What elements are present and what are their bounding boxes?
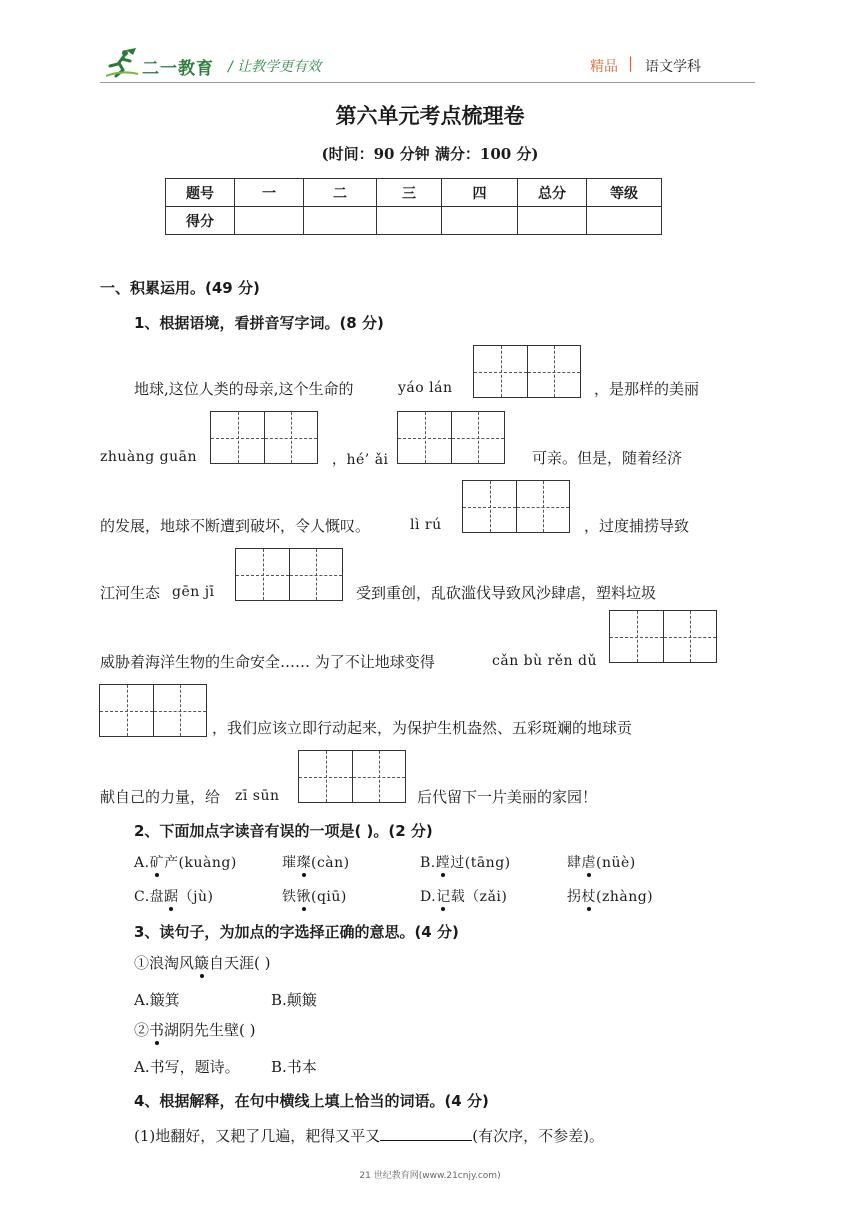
sentence-text: ①浪淘风: [134, 954, 195, 972]
score-input-cell[interactable]: [518, 207, 587, 235]
dotted-char: 锹: [296, 889, 311, 905]
dotted-char: 虐: [581, 855, 596, 871]
passage-text: 威胁着海洋生物的生命安全…… 为了不让地球变得: [100, 653, 435, 671]
option-text: 肆: [567, 855, 582, 871]
passage-text: ，过度捕捞导致: [584, 517, 690, 535]
option-c1[interactable]: [134, 886, 214, 906]
passage-text: 地球,这位人类的母亲,这个生命的: [134, 380, 354, 398]
dotted-char: 蹚: [435, 855, 451, 871]
table-cell: 四: [442, 179, 518, 207]
table-cell: 得分: [166, 207, 235, 235]
dotted-char: 书: [149, 1021, 165, 1039]
option-text: (nüè): [596, 855, 636, 871]
score-input-cell[interactable]: [304, 207, 377, 235]
option-text: 铁: [282, 889, 297, 905]
slogan: / 让教学更有效: [228, 59, 322, 75]
sentence-text: ②: [134, 1021, 150, 1039]
table-cell: 等级: [587, 179, 662, 207]
pinyin-label: zhuàng guān: [100, 449, 198, 465]
sentence-text: (有次序，不参差)。: [472, 1127, 604, 1145]
option-b[interactable]: B.颠簸: [271, 991, 317, 1009]
pinyin-label: gēn jī: [172, 584, 215, 600]
writing-grid[interactable]: [210, 411, 318, 464]
logo-text: 二一教育: [142, 59, 214, 79]
question-3-sentence-1: [134, 952, 271, 973]
writing-grid[interactable]: [609, 610, 717, 663]
option-a[interactable]: A.书写，题诗。: [134, 1058, 240, 1076]
option-b2: [567, 852, 636, 872]
question-2-heading: 2、下面加点字读音有误的一项是( )。(2 分): [134, 822, 433, 840]
option-text: 璀: [282, 855, 297, 871]
option-a[interactable]: A.簸箕: [134, 991, 180, 1009]
dotted-char: 记: [436, 889, 451, 905]
option-text: 拐: [567, 889, 582, 905]
page-subtitle: (时间：90 分钟 满分：100 分): [321, 145, 539, 163]
sentence-text: (1)地翻好，又耙了几遍，耙得又平又: [134, 1127, 381, 1145]
passage-text: 可亲。但是，随着经济: [532, 449, 683, 467]
option-d1[interactable]: [420, 886, 507, 906]
option-text: 过(tāng): [450, 855, 511, 871]
option-text: （jù): [178, 889, 214, 905]
score-input-cell[interactable]: [235, 207, 304, 235]
table-cell: 三: [377, 179, 442, 207]
runner-logo-icon: [106, 46, 140, 78]
pinyin-label: cǎn bù rěn dǔ: [492, 653, 598, 669]
page-title: 第六单元考点梳理卷: [335, 104, 525, 128]
pinyin-label: lì rú: [410, 517, 442, 533]
score-input-cell[interactable]: [587, 207, 662, 235]
pinyin-label: ，hé’ ǎi: [332, 452, 389, 468]
writing-grid[interactable]: [397, 411, 505, 464]
option-d2: [567, 886, 653, 906]
dotted-char: 璨: [296, 855, 311, 871]
table-cell: 二: [304, 179, 377, 207]
option-a2: [282, 852, 350, 872]
writing-grid[interactable]: [462, 480, 570, 533]
dotted-char: 杖: [581, 889, 596, 905]
question-3-heading: 3、读句子，为加点的字选择正确的意思。(4 分): [134, 923, 459, 941]
tag-separator: |: [628, 54, 634, 72]
writing-grid[interactable]: [99, 684, 207, 737]
option-b1[interactable]: [420, 852, 511, 872]
dotted-char: 簸: [194, 954, 210, 972]
option-text: A.: [134, 855, 150, 871]
score-table-header-row: [166, 179, 662, 207]
option-c2: [282, 886, 347, 906]
passage-text: 的发展，地球不断遭到破坏，令人慨叹。: [100, 517, 371, 535]
question-3-sentence-2: [134, 1019, 256, 1040]
table-cell: 总分: [518, 179, 587, 207]
option-text: D.: [420, 889, 437, 905]
writing-grid[interactable]: [473, 345, 581, 398]
score-input-cell[interactable]: [442, 207, 518, 235]
writing-grid[interactable]: [235, 548, 343, 601]
sentence-text: 湖阴先生壁( ): [164, 1021, 256, 1039]
passage-text: 献自己的力量，给: [100, 788, 221, 806]
dotted-char: 踞: [164, 889, 179, 905]
pinyin-label: zī sūn: [235, 788, 280, 804]
passage-text: 江河生态: [100, 584, 161, 602]
sentence-text: 自天涯( ): [209, 954, 271, 972]
option-text: (zhàng): [596, 889, 654, 905]
section-heading: 一、积累运用。(49 分): [100, 279, 260, 297]
question-1-heading: 1、根据语境，看拼音写字词。(8 分): [134, 314, 384, 332]
table-cell: 题号: [166, 179, 235, 207]
option-text: C.盘: [134, 889, 165, 905]
score-input-cell[interactable]: [377, 207, 442, 235]
option-text: 产(kuàng): [164, 855, 237, 871]
option-text: B.: [420, 855, 436, 871]
passage-text: 受到重创，乱砍滥伐导致风沙肆虐，塑料垃圾: [356, 584, 657, 602]
dotted-char: 矿: [149, 855, 165, 871]
option-text: (càn): [311, 855, 350, 871]
answer-blank[interactable]: [380, 1126, 472, 1141]
passage-text: ，我们应该立即行动起来，为保护生机盎然、五彩斑斓的地球贡: [212, 719, 633, 737]
table-cell: 一: [235, 179, 304, 207]
subject-tag: 语文学科: [645, 59, 701, 75]
header-divider: [100, 82, 755, 83]
option-b[interactable]: B.书本: [271, 1058, 317, 1076]
passage-text: 后代留下一片美丽的家园！: [417, 788, 598, 806]
page-footer: 21 世纪教育网(www.21cnjy.com): [359, 1171, 501, 1181]
score-table: [165, 178, 662, 235]
option-a1[interactable]: [134, 852, 237, 872]
option-text: (qiū): [311, 889, 347, 905]
score-table-score-row: [166, 207, 662, 235]
question-4-sentence-1: [134, 1125, 604, 1146]
quality-tag: 精品: [590, 59, 618, 75]
question-4-heading: 4、根据解释，在句中横线上填上恰当的词语。(4 分): [134, 1092, 489, 1110]
writing-grid[interactable]: [298, 750, 406, 803]
pinyin-label: yáo lán: [398, 380, 453, 396]
option-text: 载（zǎi): [450, 889, 508, 905]
passage-text: ，是那样的美丽: [594, 380, 700, 398]
